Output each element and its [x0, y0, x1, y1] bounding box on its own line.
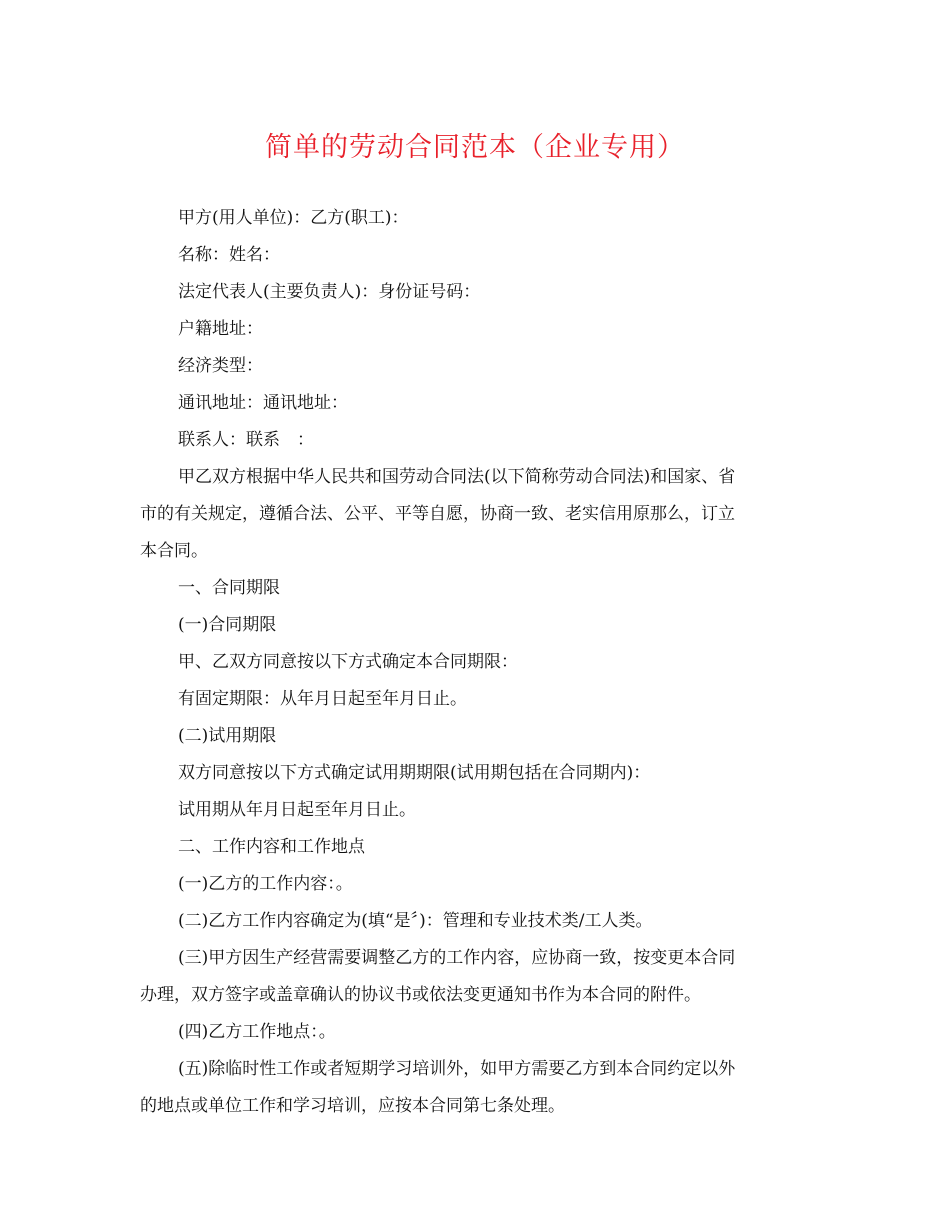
document-title: 简单的劳动合同范本（企业专用） [265, 132, 685, 163]
section-heading: 二、工作内容和工作地点 [178, 837, 365, 857]
body-line: 经济类型： [178, 356, 263, 376]
body-line: 试用期从年月日起至年月日止。 [178, 800, 416, 820]
body-line: (三)甲方因生产经营需要调整乙方的工作内容，应协商一致，按变更本合同 [178, 948, 736, 968]
body-line: 办理，双方签字或盖章确认的协议书或依法变更通知书作为本合同的附件。 [140, 985, 701, 1005]
body-line: 市的有关规定，遵循合法、公平、平等自愿，协商一致、老实信用原那么，订立 [140, 504, 735, 524]
body-line: 甲、乙双方同意按以下方式确定本合同期限： [178, 652, 518, 672]
body-line: 本合同。 [140, 541, 208, 561]
subsection-heading: (一)合同期限 [178, 615, 277, 635]
body-line: 双方同意按以下方式确定试用期期限(试用期包括在合同期内)： [178, 763, 651, 783]
body-line: 名称：姓名： [178, 245, 280, 265]
body-line: 法定代表人(主要负责人)：身份证号码： [178, 282, 481, 302]
body-line: 甲乙双方根据中华人民共和国劳动合同法(以下简称劳动合同法)和国家、省 [178, 467, 736, 487]
body-line: 的地点或单位工作和学习培训，应按本合同第七条处理。 [140, 1096, 565, 1116]
body-line: (一)乙方的工作内容：。 [178, 874, 353, 894]
subsection-heading: (二)试用期限 [178, 726, 277, 746]
body-line: 通讯地址：通讯地址： [178, 393, 348, 413]
body-line: (五)除临时性工作或者短期学习培训外，如甲方需要乙方到本合同约定以外 [178, 1059, 736, 1079]
body-line: 甲方(用人单位)：乙方(职工)： [178, 208, 409, 228]
body-line: 联系人：联系 ： [178, 430, 314, 450]
body-line: 有固定期限：从年月日起至年月日止。 [178, 689, 467, 709]
body-line: (四)乙方工作地点：。 [178, 1022, 336, 1042]
document-body [140, 200, 800, 1125]
section-heading: 一、合同期限 [178, 578, 280, 598]
body-line: (二)乙方工作内容确定为(填“是〞)：管理和专业技术类/工人类。 [178, 911, 653, 931]
body-line: 户籍地址： [178, 319, 263, 339]
